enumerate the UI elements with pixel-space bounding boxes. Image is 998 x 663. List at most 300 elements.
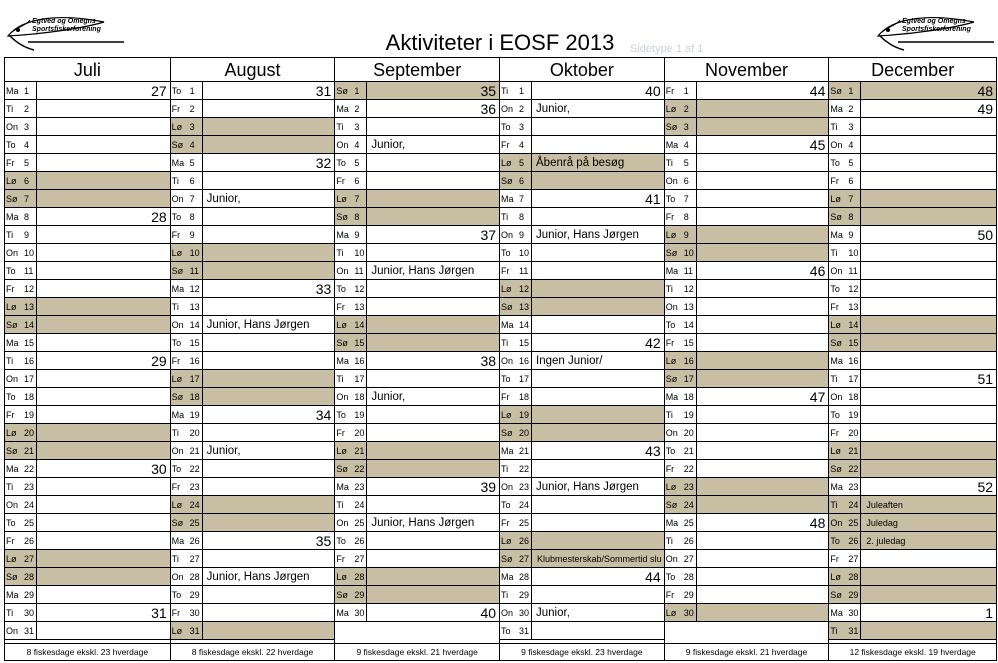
day-number: 10 (519, 248, 530, 258)
weekday-label: Ti (665, 410, 673, 420)
cell-divider (366, 388, 367, 405)
cell-divider (696, 370, 697, 387)
weekday-label: Lø (6, 302, 17, 312)
weekday-label: Ma (6, 590, 19, 600)
cell-divider (531, 262, 532, 279)
cell-divider (36, 586, 37, 603)
day-number: 14 (24, 320, 35, 330)
day-row (5, 370, 170, 388)
weekday-label: Fr (665, 590, 675, 600)
weekday-label: Lø (6, 176, 17, 186)
weekday-label: Ma (6, 338, 19, 348)
cell-divider (202, 136, 203, 153)
cell-divider (366, 316, 367, 333)
cell-divider (531, 568, 532, 585)
month-days (335, 82, 499, 622)
cell-divider (202, 316, 203, 333)
month-column (171, 58, 336, 660)
month-header: Oktober (500, 58, 664, 82)
month-footer: 12 fiskesdage ekskl. 19 hverdage (829, 643, 996, 660)
cell-divider (531, 226, 532, 243)
weekday-label: Sø (665, 374, 678, 384)
weekday-label: To (501, 500, 511, 510)
day-row (665, 244, 829, 262)
day-number: 19 (189, 410, 200, 420)
weekday-label: Lø (830, 572, 841, 582)
week-number: 40 (480, 605, 497, 621)
weekday-label: Ti (6, 356, 14, 366)
weekday-label: Sø (6, 446, 18, 456)
cell-divider (36, 226, 37, 243)
day-row (5, 478, 170, 496)
cell-divider (366, 460, 367, 477)
cell-divider (36, 478, 37, 495)
day-number: 8 (519, 212, 525, 222)
cell-divider (366, 568, 367, 585)
weekday-label: Sø (830, 212, 842, 222)
day-row (829, 550, 996, 568)
cell-divider (860, 478, 861, 495)
month-header: Juli (5, 58, 170, 82)
day-number: 12 (848, 284, 859, 294)
weekday-label: Ti (830, 122, 838, 132)
day-number: 7 (354, 194, 360, 204)
weekday-label: Ma (501, 194, 514, 204)
day-row (5, 550, 170, 568)
day-number: 30 (848, 608, 859, 618)
cell-divider (36, 532, 37, 549)
weekday-label: Ti (501, 338, 509, 348)
day-row (335, 406, 499, 424)
cell-divider (202, 118, 203, 135)
day-row (829, 532, 996, 550)
weekday-label: Fr (6, 410, 15, 420)
weekday-label: Fr (171, 356, 181, 366)
day-number: 22 (354, 464, 365, 474)
day-row (665, 388, 829, 406)
weekday-label: To (171, 338, 182, 348)
weekday-label: On (336, 266, 349, 276)
cell-divider (860, 316, 861, 333)
day-number: 22 (189, 464, 200, 474)
day-number: 27 (354, 554, 365, 564)
cell-divider (36, 172, 37, 189)
cell-divider (860, 82, 861, 99)
day-row (171, 82, 335, 100)
day-row (5, 388, 170, 406)
activity-note: Junior, Hans Jørgen (371, 265, 475, 277)
cell-divider (531, 334, 532, 351)
day-number: 18 (848, 392, 859, 402)
weekday-label: Ti (830, 248, 838, 258)
day-number: 7 (24, 194, 30, 204)
month-footer: 8 fiskesdage ekskl. 22 hverdage (171, 643, 335, 660)
day-number: 19 (519, 410, 530, 420)
day-number: 7 (683, 194, 689, 204)
day-number: 24 (519, 500, 530, 510)
weekday-label: Lø (665, 104, 677, 114)
weekday-label: Lø (501, 158, 512, 168)
day-row (665, 442, 829, 460)
day-number: 11 (354, 266, 364, 276)
day-row (335, 136, 499, 154)
weekday-label: Lø (501, 536, 512, 546)
day-number: 25 (683, 518, 694, 528)
week-number: 42 (645, 335, 661, 351)
day-row (335, 244, 499, 262)
cell-divider (202, 154, 203, 171)
day-row (335, 82, 499, 100)
day-number: 23 (354, 482, 365, 492)
day-row (5, 442, 170, 460)
month-header: December (829, 58, 996, 82)
day-row (829, 208, 996, 226)
cell-divider (202, 442, 203, 459)
day-row (829, 262, 996, 280)
day-number: 3 (848, 122, 854, 132)
cell-divider (531, 496, 532, 513)
day-number: 9 (848, 230, 854, 240)
cell-divider (366, 586, 367, 603)
day-number: 11 (519, 266, 529, 276)
day-row (665, 136, 829, 154)
week-number: 31 (151, 605, 167, 621)
cell-divider (531, 118, 532, 135)
cell-divider (202, 226, 203, 243)
weekday-label: Ma (336, 482, 349, 492)
weekday-label: On (501, 104, 514, 114)
day-number: 17 (848, 374, 859, 384)
weekday-label: To (336, 158, 346, 168)
cell-divider (531, 154, 532, 171)
logo-text-line2: Sportsfiskerforening (32, 26, 101, 33)
weekday-label: Fr (6, 158, 15, 168)
cell-divider (36, 190, 37, 207)
day-row (171, 514, 335, 532)
day-number: 1 (519, 86, 525, 96)
weekday-label: On (501, 482, 514, 492)
day-row (171, 172, 335, 190)
cell-divider (36, 208, 37, 225)
cell-divider (696, 226, 697, 243)
cell-divider (696, 280, 697, 297)
cell-divider (366, 298, 367, 315)
day-row (171, 280, 335, 298)
day-number: 9 (24, 230, 30, 240)
day-number: 16 (848, 356, 859, 366)
weekday-label: Ma (665, 140, 679, 150)
day-row (5, 208, 170, 226)
cell-divider (696, 532, 697, 549)
day-number: 28 (848, 572, 859, 582)
cell-divider (366, 604, 367, 621)
day-number: 31 (189, 626, 200, 636)
month-days (500, 82, 664, 640)
day-row (5, 514, 170, 532)
cell-divider (366, 172, 367, 189)
cell-divider (36, 100, 37, 117)
month-footer: 9 fiskesdage ekskl. 21 hverdage (665, 643, 829, 660)
weekday-label: To (336, 536, 346, 546)
day-row (171, 190, 335, 208)
day-number: 26 (683, 536, 694, 546)
day-row (5, 568, 170, 586)
cell-divider (531, 82, 532, 99)
cell-divider (366, 334, 367, 351)
day-number: 15 (354, 338, 365, 348)
day-row (500, 136, 664, 154)
day-row (335, 442, 499, 460)
day-number: 20 (519, 428, 530, 438)
weekday-label: Ma (336, 230, 349, 240)
cell-divider (366, 136, 367, 153)
day-number: 2 (189, 104, 195, 114)
cell-divider (860, 496, 861, 513)
weekday-label: Ti (501, 590, 509, 600)
day-row (665, 586, 829, 604)
logo-text-line2: Sportsfiskerforening (902, 26, 971, 33)
weekday-label: Lø (6, 554, 17, 564)
weekday-label: Ma (501, 572, 514, 582)
day-number: 23 (683, 482, 694, 492)
day-number: 28 (354, 572, 365, 582)
cell-divider (36, 514, 37, 531)
day-row (829, 226, 996, 244)
weekday-label: On (501, 608, 514, 618)
cell-divider (202, 82, 203, 99)
cell-divider (860, 622, 861, 639)
day-row (829, 388, 996, 406)
weekday-label: Lø (336, 320, 347, 330)
day-number: 14 (519, 320, 530, 330)
weekday-label: Ti (830, 500, 838, 510)
day-row (665, 316, 829, 334)
activity-note: Åbenrå på besøg (536, 157, 625, 169)
day-number: 16 (189, 356, 200, 366)
day-row (665, 226, 829, 244)
cell-divider (202, 244, 203, 261)
day-row (500, 244, 664, 262)
day-row (829, 586, 996, 604)
week-number: 52 (977, 479, 994, 495)
cell-divider (696, 514, 697, 531)
day-row (171, 604, 335, 622)
day-row (500, 226, 664, 244)
day-row (665, 550, 829, 568)
week-number: 47 (809, 389, 826, 405)
day-row (5, 406, 170, 424)
weekday-label: Ma (830, 104, 843, 114)
week-number: 44 (809, 83, 826, 99)
day-number: 29 (189, 590, 200, 600)
cell-divider (531, 298, 532, 315)
cell-divider (36, 370, 37, 387)
cell-divider (860, 388, 861, 405)
day-number: 6 (848, 176, 854, 186)
day-number: 7 (189, 194, 195, 204)
cell-divider (531, 424, 532, 441)
weekday-label: To (830, 284, 840, 294)
cell-divider (531, 478, 532, 495)
cell-divider (860, 424, 861, 441)
day-number: 10 (24, 248, 35, 258)
day-number: 11 (189, 266, 200, 276)
cell-divider (860, 208, 861, 225)
weekday-label: To (336, 284, 346, 294)
week-number: 51 (977, 371, 994, 387)
day-number: 9 (519, 230, 525, 240)
day-number: 22 (24, 464, 35, 474)
day-number: 30 (24, 608, 35, 618)
weekday-label: Ti (830, 626, 838, 636)
cell-divider (366, 82, 367, 99)
day-number: 20 (24, 428, 35, 438)
day-row (829, 460, 996, 478)
day-row (665, 298, 829, 316)
day-number: 26 (24, 536, 35, 546)
day-number: 5 (189, 158, 195, 168)
day-row (171, 136, 335, 154)
cell-divider (202, 406, 203, 423)
day-row (500, 478, 664, 496)
day-row (335, 550, 499, 568)
day-row (5, 604, 170, 622)
weekday-label: On (171, 446, 184, 456)
day-row (829, 190, 996, 208)
day-row (171, 442, 335, 460)
weekday-label: Ma (336, 104, 349, 114)
day-number: 11 (848, 266, 858, 276)
cell-divider (366, 550, 367, 567)
cell-divider (36, 244, 37, 261)
logo-text-line1: Egtved og Omegns (902, 18, 966, 25)
month-days (171, 82, 335, 640)
cell-divider (860, 460, 861, 477)
day-row (171, 352, 335, 370)
weekday-label: Lø (501, 410, 512, 420)
cell-divider (860, 442, 861, 459)
day-number: 29 (24, 590, 35, 600)
weekday-label: Ma (501, 446, 514, 456)
cell-divider (696, 604, 697, 621)
weekday-label: Sø (336, 590, 348, 600)
day-row (335, 190, 499, 208)
cell-divider (531, 352, 532, 369)
day-row (5, 136, 170, 154)
weekday-label: Ma (6, 212, 19, 222)
weekday-label: To (501, 626, 511, 636)
weekday-label: Lø (665, 230, 677, 240)
day-number: 5 (848, 158, 854, 168)
weekday-label: To (6, 518, 16, 528)
cell-divider (202, 388, 203, 405)
day-row (665, 532, 829, 550)
day-row (829, 82, 996, 100)
day-row (171, 424, 335, 442)
day-number: 8 (683, 212, 689, 222)
weekday-label: Lø (830, 320, 841, 330)
cell-divider (531, 550, 532, 567)
day-row (5, 586, 170, 604)
day-number: 1 (354, 86, 360, 96)
activity-note: Junior, Hans Jørgen (206, 571, 310, 583)
day-row (829, 514, 996, 532)
cell-divider (531, 172, 532, 189)
day-number: 12 (683, 284, 694, 294)
cell-divider (696, 442, 697, 459)
day-row (5, 424, 170, 442)
weekday-label: Fr (171, 104, 181, 114)
day-row (500, 622, 664, 640)
weekday-label: Sø (171, 140, 184, 150)
weekday-label: To (665, 572, 676, 582)
day-row (500, 280, 664, 298)
activity-note: Junior, Hans Jørgen (536, 481, 639, 493)
day-number: 27 (24, 554, 35, 564)
cell-divider (531, 316, 532, 333)
day-number: 13 (24, 302, 35, 312)
week-number: 37 (480, 227, 497, 243)
weekday-label: Ma (830, 608, 843, 618)
cell-divider (696, 496, 697, 513)
day-number: 18 (683, 392, 694, 402)
weekday-label: Ma (171, 536, 185, 546)
day-row (171, 316, 335, 334)
day-row (171, 622, 335, 640)
day-number: 10 (683, 248, 694, 258)
day-number: 17 (519, 374, 530, 384)
weekday-label: Sø (336, 212, 348, 222)
weekday-label: On (171, 572, 184, 582)
day-number: 31 (848, 626, 859, 636)
day-number: 14 (189, 320, 200, 330)
day-number: 15 (189, 338, 200, 348)
activity-note: Junior, (206, 193, 241, 205)
cell-divider (696, 550, 697, 567)
day-number: 3 (24, 122, 30, 132)
day-row (171, 298, 335, 316)
cell-divider (36, 280, 37, 297)
day-number: 17 (354, 374, 365, 384)
day-number: 28 (189, 572, 200, 582)
day-row (829, 622, 996, 640)
weekday-label: Lø (665, 608, 677, 618)
day-row (829, 154, 996, 172)
day-number: 8 (354, 212, 360, 222)
day-number: 8 (189, 212, 195, 222)
cell-divider (202, 568, 203, 585)
weekday-label: Sø (830, 590, 842, 600)
cell-divider (36, 352, 37, 369)
cell-divider (36, 460, 37, 477)
weekday-label: On (501, 230, 514, 240)
day-number: 3 (189, 122, 195, 132)
calendar-grid (4, 57, 997, 661)
cell-divider (531, 604, 532, 621)
day-number: 29 (354, 590, 365, 600)
day-number: 27 (519, 554, 530, 564)
cell-divider (860, 280, 861, 297)
month-header: November (665, 58, 829, 82)
weekday-label: Fr (336, 176, 345, 186)
weekday-label: Ti (6, 482, 14, 492)
weekday-label: Sø (665, 248, 678, 258)
day-number: 22 (848, 464, 859, 474)
cell-divider (860, 172, 861, 189)
cell-divider (860, 244, 861, 261)
weekday-label: To (501, 248, 511, 258)
cell-divider (696, 190, 697, 207)
